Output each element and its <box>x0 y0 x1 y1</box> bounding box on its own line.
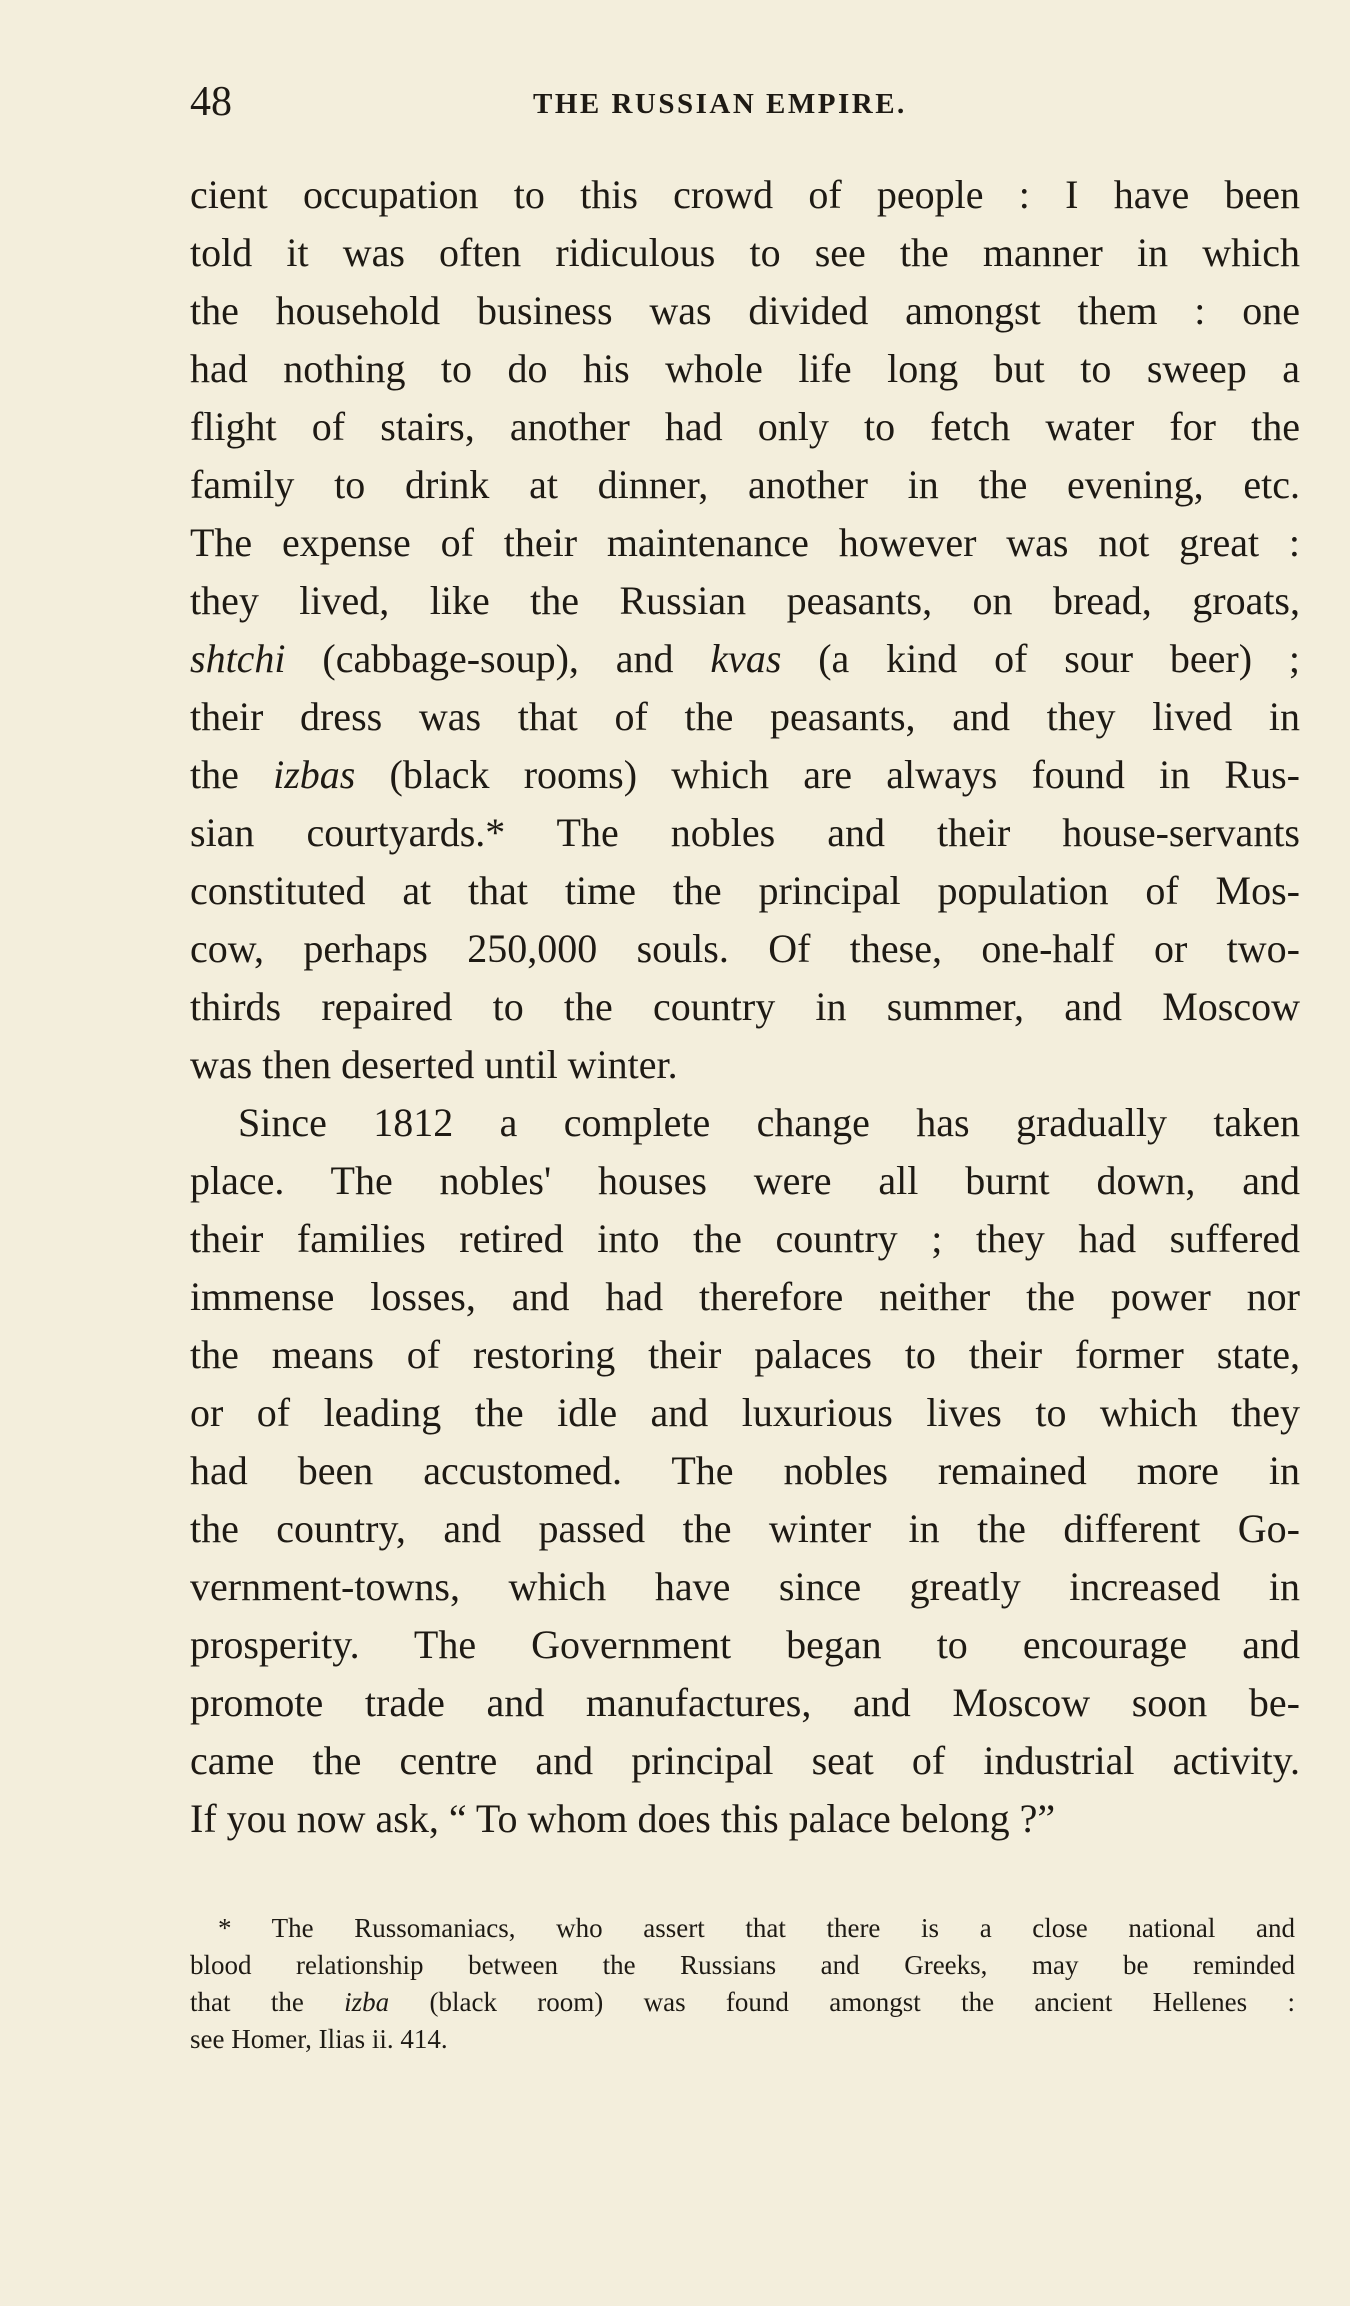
text-line: their families retired into the country ; they had suffered <box>190 1216 1300 1261</box>
text-line: prosperity. The Government began to encourage and <box>190 1622 1300 1667</box>
italic-term: kvas <box>710 636 782 681</box>
text-line: shtchi (cabbage-soup), and kvas (a kind of sour beer) ; <box>190 636 1301 681</box>
text-line: the means of restoring their palaces to their former state, <box>190 1332 1300 1377</box>
text-line: cow, perhaps 250,000 souls. Of these, one-half or two- <box>190 926 1300 971</box>
running-title: THE RUSSIAN EMPIRE. <box>533 88 907 120</box>
text-line: flight of stairs, another had only to fetch water for the <box>190 404 1300 449</box>
text-line: had been accustomed. The nobles remained more in <box>190 1448 1300 1493</box>
footnote-line: * The Russomaniacs, who assert that there is a close national and <box>218 1913 1295 1943</box>
footnote-line: blood relationship between the Russians and Greeks, may be reminded <box>190 1950 1295 1980</box>
text-line: family to drink at dinner, another in the evening, etc. <box>190 462 1300 507</box>
text-line: came the centre and principal seat of industrial activity. <box>190 1738 1300 1783</box>
text-line: cient occupation to this crowd of people : I have been <box>190 172 1300 217</box>
text-line: immense losses, and had therefore neither the power nor <box>190 1274 1300 1319</box>
text-line: constituted at that time the principal population of Mos- <box>190 868 1300 913</box>
footnote-line: see Homer, Ilias ii. 414. <box>190 2024 448 2054</box>
text-line: The expense of their maintenance however was not great : <box>190 520 1300 565</box>
text-line: their dress was that of the peasants, and they lived in <box>190 694 1300 739</box>
text-line: thirds repaired to the country in summer, and Moscow <box>190 984 1300 1029</box>
italic-term: shtchi <box>190 636 286 681</box>
text-line: the izbas (black rooms) which are always found in Rus- <box>190 752 1300 797</box>
italic-term: izbas <box>273 752 356 797</box>
body-text <box>190 166 1300 1848</box>
footnote <box>190 1910 1295 2058</box>
text-line: they lived, like the Russian peasants, on bread, groats, <box>190 578 1300 623</box>
text-line: had nothing to do his whole life long but to sweep a <box>190 346 1300 391</box>
text-line: promote trade and manufactures, and Moscow soon be- <box>190 1680 1300 1725</box>
footnote-line: that the izba (black room) was found amongst the ancient Hellenes : <box>190 1987 1295 2017</box>
text-line: told it was often ridiculous to see the manner in which <box>190 230 1300 275</box>
text-line: vernment-towns, which have since greatly increased in <box>190 1564 1300 1609</box>
text-line: the country, and passed the winter in the different Go- <box>190 1506 1300 1551</box>
text-line: Since 1812 a complete change has gradually taken <box>238 1100 1300 1145</box>
text-line: If you now ask, “ To whom does this palace belong ?” <box>190 1796 1056 1841</box>
italic-term: izba <box>344 1987 390 2017</box>
text-line: or of leading the idle and luxurious lives to which they <box>190 1390 1300 1435</box>
text-line: place. The nobles' houses were all burnt down, and <box>190 1158 1300 1203</box>
running-head <box>185 70 1300 130</box>
text-line: the household business was divided amongst them : one <box>190 288 1300 333</box>
page-number: 48 <box>190 79 232 125</box>
text-line: was then deserted until winter. <box>190 1042 678 1087</box>
text-line: sian courtyards.* The nobles and their house-servants <box>190 810 1300 855</box>
